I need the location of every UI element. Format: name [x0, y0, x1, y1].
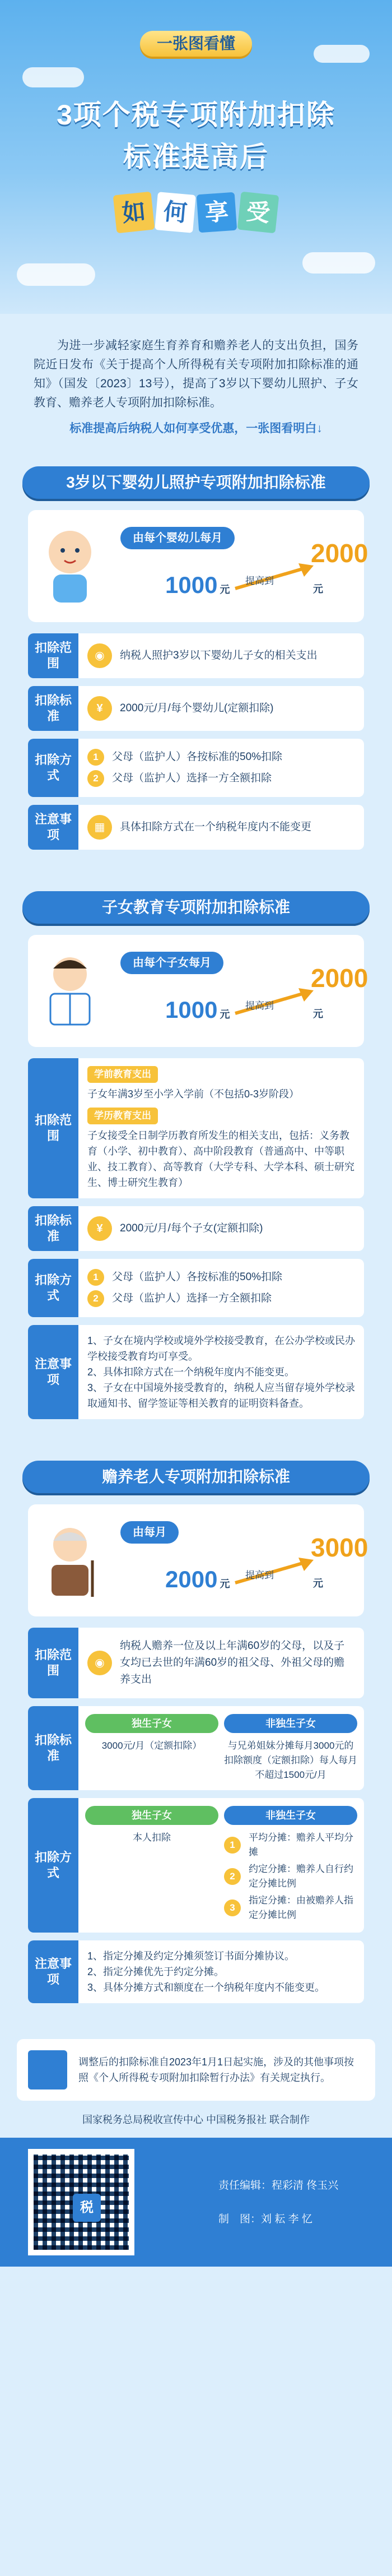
amount-card [28, 510, 368, 622]
degree-text: 子女接受全日制学历教育所发生的相关支出，包括：义务教育（小学、初中教育）、高中阶段教育（普通高中、中等职业、技工教育）、高等教育（大学专科、大学本科、硕士研究生、博士研究生教育） [87, 1130, 354, 1188]
note-text: 2、具体扣除方式在一个纳税年度内不能变更。 [87, 1366, 295, 1378]
amount-card [28, 935, 368, 1047]
number-2-icon: 2 [87, 1290, 104, 1307]
only-child-head: 独生子女 [85, 1714, 218, 1733]
range-row [28, 1628, 364, 1698]
qr-code[interactable] [28, 2149, 134, 2255]
infant-section [0, 455, 392, 880]
old-amount: 1000 元 [165, 572, 230, 598]
number-1-icon: 1 [87, 1269, 104, 1286]
new-amount: 2000元 [311, 539, 368, 595]
implementation-note [17, 2039, 375, 2101]
designer-credit: 制 图：刘 耘 李 忆 [218, 2213, 312, 2225]
elder-section [0, 1449, 392, 2033]
only-child-method: 本人扣除 [133, 1832, 171, 1843]
old-amount: 2000 元 [165, 1566, 230, 1592]
section-title: 子女教育专项附加扣除标准 [22, 891, 370, 924]
preschool-text: 子女年满3岁至小学入学前（不包括0-3岁阶段） [87, 1088, 300, 1100]
hero-tag: 一张图看懂 [140, 31, 252, 57]
education-section [0, 880, 392, 1449]
amount-card [28, 1504, 368, 1616]
elder-icon: ◉ [87, 1651, 112, 1675]
number-2-icon: 2 [87, 770, 104, 787]
method-text: 父母（监护人）选择一方全额扣除 [112, 772, 272, 784]
method-text: 指定分摊：由被赡养人指定分摊比例 [249, 1895, 353, 1920]
enjoy-tile: 受 [237, 192, 279, 234]
only-child-standard: 3000元/月（定额扣除） [101, 1740, 202, 1751]
method-text: 父母（监护人）选择一方全额扣除 [112, 1292, 272, 1304]
yen-icon: ¥ [87, 1216, 112, 1241]
student-illustration [39, 952, 101, 1030]
standard-text: 2000元/月/每个子女(定额扣除) [120, 1222, 263, 1234]
note-row [28, 1940, 364, 2003]
section-title: 3岁以下婴幼儿照护专项附加扣除标准 [22, 466, 370, 499]
hero-banner [0, 0, 392, 314]
cloud-decoration [17, 263, 95, 286]
baby-illustration [39, 527, 101, 605]
note-text: 3、具体分摊方式和额度在一个纳税年度内不能变更。 [87, 1982, 325, 1993]
method-text: 父母（监护人）各按标准的50%扣除 [112, 751, 283, 763]
enjoy-tile: 何 [155, 192, 196, 233]
row-label: 扣除范围 [28, 633, 78, 678]
old-amount: 1000 元 [165, 997, 230, 1023]
row-label: 扣除标准 [28, 686, 78, 731]
intro-highlight: 标准提高后纳税人如何享受优惠，一张图看明白↓ [69, 422, 323, 435]
amount-label: 由每个子女每月 [120, 952, 223, 974]
enjoy-tile: 如 [113, 192, 155, 234]
row-label: 扣除标准 [28, 1706, 78, 1790]
row-label: 注意事项 [28, 1325, 78, 1419]
standard-text: 2000元/月/每个婴幼儿(定额扣除) [120, 702, 274, 714]
qr-logo: 税 [73, 2194, 101, 2222]
elder-illustration [39, 1521, 101, 1600]
only-child-head: 独生子女 [85, 1806, 218, 1825]
row-label: 注意事项 [28, 1940, 78, 2003]
hero-title-line1: 3项个税专项附加扣除 [57, 99, 335, 131]
method-row [28, 739, 364, 797]
footer [0, 2138, 392, 2267]
range-row [28, 1058, 364, 1198]
amount-label: 由每月 [120, 1521, 179, 1544]
baby-icon: ◉ [87, 643, 112, 668]
non-only-child-head: 非独生子女 [224, 1714, 357, 1733]
number-3-icon: 3 [224, 1899, 241, 1916]
row-label: 扣除范围 [28, 1058, 78, 1198]
book-icon [28, 2050, 67, 2089]
yen-icon: ¥ [87, 696, 112, 721]
section-title: 赡养老人专项附加扣除标准 [22, 1461, 370, 1493]
degree-tag: 学历教育支出 [87, 1108, 158, 1124]
cloud-decoration [314, 45, 370, 63]
new-amount: 2000元 [311, 963, 368, 1020]
method-row [28, 1259, 364, 1317]
standard-row [28, 1206, 364, 1251]
intro [0, 314, 392, 455]
intro-paragraph: 为进一步减轻家庭生育养育和赡养老人的支出负担，国务院近日发布《关于提高个人所得税有关专项附加扣除标准的通知》（国发〔2023〕13号），提高了3岁以下婴幼儿照护、子女教育、赡养老人专项附加扣除标准。 [34, 339, 358, 409]
standard-row [28, 1706, 364, 1790]
method-row [28, 1798, 364, 1933]
note-text: 2、指定分摊优先于约定分摊。 [87, 1966, 225, 1977]
new-amount: 3000元 [311, 1533, 368, 1589]
row-label: 扣除范围 [28, 1628, 78, 1698]
standard-row [28, 686, 364, 731]
non-only-child-head: 非独生子女 [224, 1806, 357, 1825]
row-label: 扣除方式 [28, 1259, 78, 1317]
row-label: 扣除方式 [28, 739, 78, 797]
range-text: 纳税人照护3岁以下婴幼儿子女的相关支出 [120, 650, 318, 661]
method-text: 父母（监护人）各按标准的50%扣除 [112, 1271, 283, 1283]
arrow-text: 提高到 [245, 1570, 274, 1581]
arrow-text: 提高到 [245, 1000, 274, 1011]
cloud-decoration [302, 252, 375, 274]
number-1-icon: 1 [87, 749, 104, 766]
note-row [28, 805, 364, 850]
non-only-child-standard: 与兄弟姐妹分摊每月3000元的扣除额度（定额扣除）每人每月不超过1500元/月 [224, 1740, 357, 1780]
method-text: 约定分摊：赡养人自行约定分摊比例 [249, 1864, 353, 1889]
enjoy-tiles [111, 193, 281, 252]
range-row [28, 633, 364, 678]
note-text: 1、子女在境内学校或境外学校接受教育，在公办学校或民办学校接受教育均可享受。 [87, 1335, 356, 1362]
row-label: 注意事项 [28, 805, 78, 850]
note-text: 3、子女在中国境外接受教育的，纳税人应当留存境外学校录取通知书、留学签证等相关教育的证明资料备查。 [87, 1382, 356, 1409]
row-label: 扣除方式 [28, 1798, 78, 1933]
note-text: 具体扣除方式在一个纳税年度内不能变更 [120, 821, 312, 833]
editor-credit: 责任编辑：程彩清 佟玉兴 [218, 2180, 339, 2192]
amount-label: 由每个婴幼儿每月 [120, 527, 235, 549]
hero-title-line2: 标准提高后 [123, 141, 269, 173]
note-row [28, 1325, 364, 1419]
arrow-text: 提高到 [245, 576, 274, 586]
preschool-tag: 学前教育支出 [87, 1066, 158, 1083]
producer: 国家税务总局税收宣传中心 中国税务报社 联合制作 [82, 2114, 310, 2125]
enjoy-tile: 享 [197, 192, 237, 233]
row-label: 扣除标准 [28, 1206, 78, 1251]
number-2-icon: 2 [224, 1868, 241, 1885]
method-text: 平均分摊：赡养人平均分摊 [249, 1832, 353, 1857]
number-1-icon: 1 [224, 1837, 241, 1854]
calculator-icon: ▦ [87, 815, 112, 840]
range-text: 纳税人赡养一位及以上年满60岁的父母，以及子女均已去世的年满60岁的祖父母、外祖父母的赡养支出 [120, 1640, 345, 1685]
cloud-decoration [22, 67, 84, 87]
note-text: 1、指定分摊及约定分摊须签订书面分摊协议。 [87, 1950, 295, 1962]
notice-text: 调整后的扣除标准自2023年1月1日起实施，涉及的其他事项按照《个人所得税专项附加扣除暂行办法》有关规定执行。 [78, 2056, 354, 2083]
